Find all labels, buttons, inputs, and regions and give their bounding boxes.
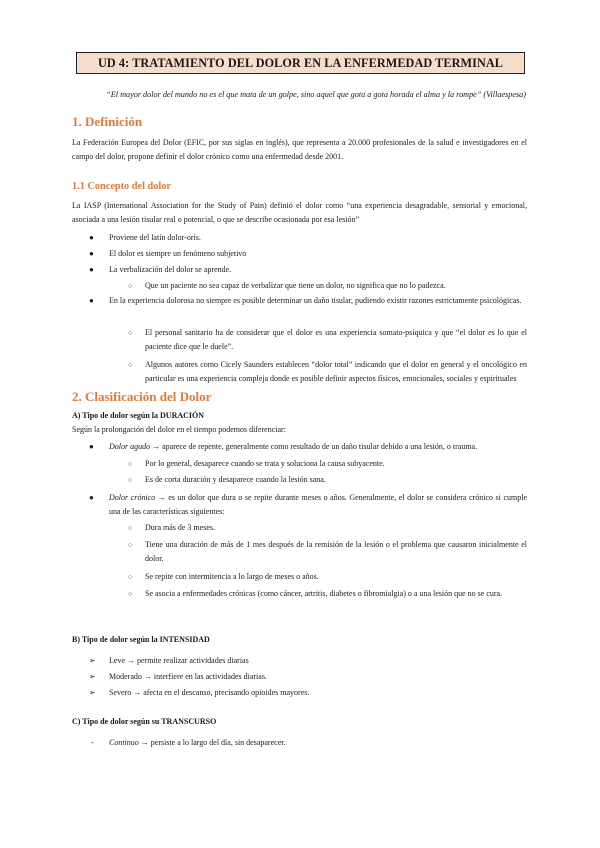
list-item: Severo → afecta en el descanso, precisando opioides mayores. xyxy=(109,688,310,697)
bullet-marker: ● xyxy=(89,296,94,305)
list-item-dolor-agudo xyxy=(109,440,527,454)
text-continuo: → persiste a lo largo del día, sin desaparecer. xyxy=(138,738,286,747)
paragraph-duracion-intro: Según la prolongación del dolor en el tiempo podemos diferenciar: xyxy=(72,425,286,434)
list-item: Tiene una duración de más de 1 mes después de la remisión de la lesión o el problema que causaron inicialmente el dolor. xyxy=(145,540,527,563)
bullet-marker: ● xyxy=(89,265,94,274)
list-item: La verbalización del dolor se aprende. xyxy=(109,265,232,274)
dash-marker: - xyxy=(91,738,94,747)
bullet-marker: ● xyxy=(89,233,94,242)
bullet-marker: ● xyxy=(89,442,94,451)
circle-marker: ○ xyxy=(128,590,133,598)
arrow-marker: ➢ xyxy=(89,672,96,681)
circle-marker: ○ xyxy=(128,282,133,290)
arrow-marker: ➢ xyxy=(89,688,96,697)
list-item: Algunos autores como Cicely Saunders establecen “dolor total” indicando que el dolor en general y el oncológico en particular es una experiencia compleja donde es posible definir aspectos físicos, emocionales, sociales y espirituales xyxy=(145,360,527,383)
heading-concepto-dolor: 1.1 Concepto del dolor xyxy=(72,181,171,192)
list-item: Proviene del latín dolor-oris. xyxy=(109,233,201,242)
list-item-continuo xyxy=(109,736,527,750)
subheading-duracion: A) Tipo de dolor según la DURACIÓN xyxy=(72,411,205,420)
arrow-marker: ➢ xyxy=(89,656,96,665)
list-item: Se repite con intermitencia a lo largo de meses o años. xyxy=(145,572,319,581)
list-item: Dura más de 3 meses. xyxy=(145,523,215,532)
list-item: Que un paciente no sea capaz de verbalizar que tiene un dolor, no significa que no lo padezca. xyxy=(145,281,446,290)
circle-marker: ○ xyxy=(128,524,133,532)
circle-marker: ○ xyxy=(128,541,133,549)
quote-author: (Villaespesa) xyxy=(483,90,526,99)
text-dolor-cronico: → es un dolor que dura o se repite durante meses o años. Generalmente, el dolor se considera crónico si cumple una de las características siguientes: xyxy=(109,493,527,516)
heading-clasificacion: 2. Clasificación del Dolor xyxy=(72,389,212,404)
quote-text: “El mayor dolor del mundo no es el que mata de un golpe, sino aquel que gota a gota horada el alma y la rompe” xyxy=(106,90,482,99)
paragraph-iasp: La IASP (International Association for the Study of Pain) definió el dolor como “una experiencia desagradable, sensorial y emocional, asociada a una lesión tisular real o potencial, o que se describe ocasionada por esa lesión” xyxy=(72,201,527,224)
circle-marker: ○ xyxy=(128,460,133,468)
list-item: En la experiencia dolorosa no siempre es posible determinar un daño tisular, pudiendo existir razones estrictamente psicológicas. xyxy=(109,296,522,305)
list-item: Leve → permite realizar actividades diarias xyxy=(109,656,249,665)
text-dolor-agudo: → aparece de repente, generalmente como resultado de un daño tisular debido a una lesión, o trauma. xyxy=(150,442,478,451)
document-title: UD 4: TRATAMIENTO DEL DOLOR EN LA ENFERMEDAD TERMINAL xyxy=(76,52,525,74)
heading-definicion: 1. Definición xyxy=(72,114,143,129)
list-item: El dolor es siempre un fenómeno subjetivo xyxy=(109,249,247,258)
list-item: Se asocia a enfermedades crónicas (como cáncer, artritis, diabetes o fibromialgia) o a una lesión que no se cura. xyxy=(145,589,503,598)
paragraph-definicion: La Federación Europea del Dolor (EFIC, por sus siglas en inglés), que representa a 20.000 profesionales de la salud e investigadores en el campo del dolor, propone definir el dolor crónico como una enfermedad desde 2001. xyxy=(72,138,527,161)
term-continuo: Continuo xyxy=(109,738,139,747)
circle-marker: ○ xyxy=(128,361,133,369)
bullet-marker: ● xyxy=(89,249,94,258)
list-item: Moderado → interfiere en las actividades diarias. xyxy=(109,672,267,681)
circle-marker: ○ xyxy=(128,573,133,581)
circle-marker: ○ xyxy=(128,329,133,337)
list-item: Por lo general, desaparece cuando se trata y soluciona la causa subyacente. xyxy=(145,459,385,468)
bullet-marker: ● xyxy=(89,493,94,502)
epigraph-quote xyxy=(90,88,526,101)
list-item-dolor-cronico xyxy=(109,491,527,519)
term-dolor-cronico: Dolor crónico xyxy=(109,493,156,502)
term-dolor-agudo: Dolor agudo xyxy=(109,442,151,451)
list-item: Es de corta duración y desaparece cuando la lesión sana. xyxy=(145,475,326,484)
list-item: El personal sanitario ha de considerar que el dolor es una experiencia somato-psíquica y que “el dolor es lo que el paciente dice que le duele”. xyxy=(145,328,527,351)
circle-marker: ○ xyxy=(128,476,133,484)
subheading-intensidad: B) Tipo de dolor según la INTENSIDAD xyxy=(72,635,210,644)
subheading-transcurso: C) Tipo de dolor según su TRANSCURSO xyxy=(72,717,217,726)
